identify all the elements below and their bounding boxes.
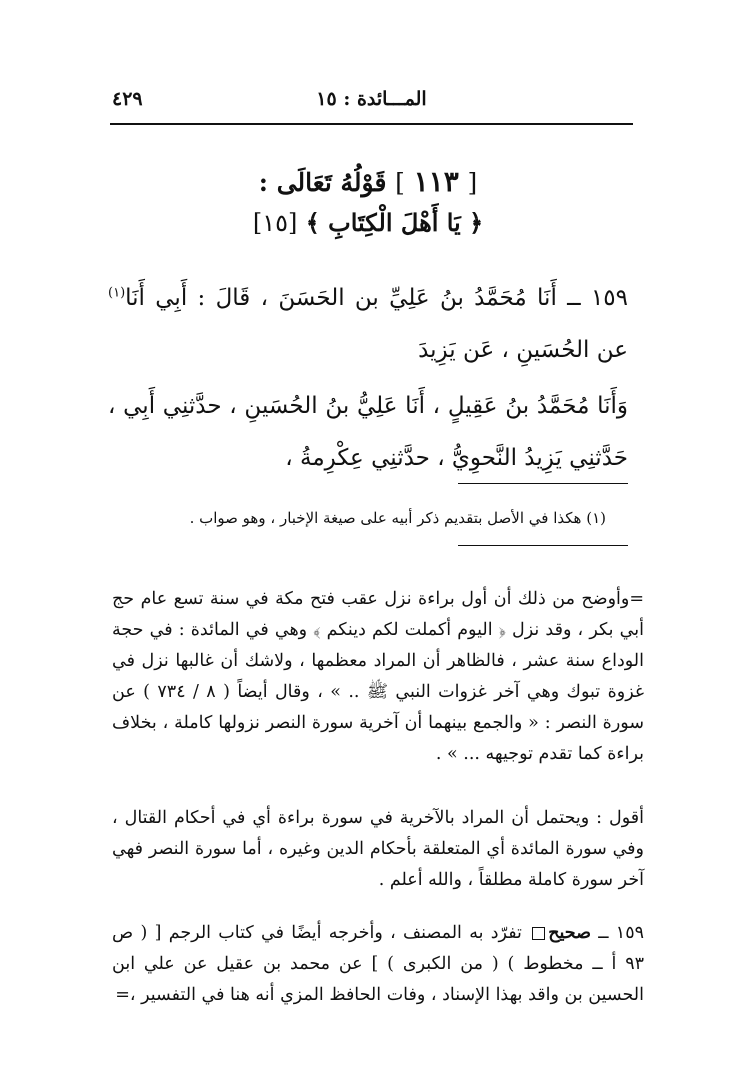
commentary-paragraph-1 xyxy=(112,584,644,770)
grade-label: صحيح xyxy=(548,923,591,943)
footnote-rule-bottom xyxy=(458,545,628,546)
section-heading xyxy=(100,165,636,198)
commentary-paragraph-3 xyxy=(112,918,644,1011)
hadith-ref-number: ١٥٩ ــ xyxy=(590,923,644,943)
section-number: ١١٣ xyxy=(413,165,459,198)
verse-ref: [١٥] xyxy=(252,209,298,237)
footnote-rule-top xyxy=(458,483,628,484)
section-intro: قَوْلُهُ تَعَالَى : xyxy=(258,168,387,197)
header-rule xyxy=(110,123,633,125)
continuation-mark: = xyxy=(115,985,130,1005)
hadith-text-a: ١٥٩ ــ أَنَا مُحَمَّدُ بنُ عَلِيِّ بن الحَسَنَ ، قَالَ : أَبِي أَنَا xyxy=(125,285,628,311)
sura-title: المـــائدة : ١٥ xyxy=(316,88,427,110)
commentary-paragraph-2 xyxy=(112,803,644,896)
hadith-text-2: وَأَنَا مُحَمَّدُ بنُ عَقِيلٍ ، أَنَا عَلِيُّ بنُ الحُسَينِ ، حدَّثنِي أَبِي ، حَدَّثنِي يَزِيدُ النَّحوِيُّ ، حدَّثنِي عِكْرِمةُ ، xyxy=(108,393,628,471)
verse-heading xyxy=(100,208,636,237)
commentary-text-3: تفرّد به المصنف ، وأخرجه أيضًا في كتاب الرجم [ ( ص ٩٣ أ ــ مخطوط ) ( من الكبرى ) ] عن محمد بن عقيل عن علي ابن الحسين بن واقد بهذا الإسناد ، وفات الحافظ المزي أنه هنا في التفسير ، xyxy=(112,923,644,1005)
page-header xyxy=(112,88,631,118)
square-icon xyxy=(532,927,545,940)
commentary-text-1: =وأوضح من ذلك أن أول براءة نزل عقب فتح مكة في سنة تسع عام حج أبي بكر ، وقد نزل ﴿ اليوم أكملت لكم دينكم ﴾ وهي في المائدة : في حجة الوداع سنة عشر ، فالظاهر أن المراد معظمها ، ولاشك أن غالبها نزل في غزوة تبوك وهي آخر غزوات النبي ﷺ .. » ، وقال أيضاً ( ٨ / ٧٣٤ ) عن سورة النصر : « والجمع بينهما أن آخرية سورة النصر نزولها كاملة ، بخلاف براءة كما تقدم توجيهه ... » . xyxy=(112,589,645,764)
bracket-close: ] xyxy=(395,168,405,197)
footnote: (١) هكذا في الأصل بتقديم ذكر أبيه على صيغة الإخبار ، وهو صواب . xyxy=(189,509,606,527)
commentary-text-2: أقول : ويحتمل أن المراد بالآخرية في سورة براءة أي في أحكام القتال ، وفي سورة المائدة أي المتعلقة بأحكام الدين وغيره ، أما سورة النصر فهي آخر سورة كاملة مطلقاً ، والله أعلم . xyxy=(112,808,644,890)
bracket-open: [ xyxy=(467,168,478,197)
verse-text: ﴿ يَا أَهْلَ الْكِتَابِ ﴾ xyxy=(305,208,484,237)
hadith-paragraph-1 xyxy=(108,272,628,376)
hadith-text-b: عن الحُسَينِ ، عَن يَزِيدَ xyxy=(418,337,628,363)
page-number: ٤٢٩ xyxy=(112,88,143,110)
hadith-paragraph-2 xyxy=(108,380,628,484)
footnote-marker: (١) xyxy=(108,285,126,301)
